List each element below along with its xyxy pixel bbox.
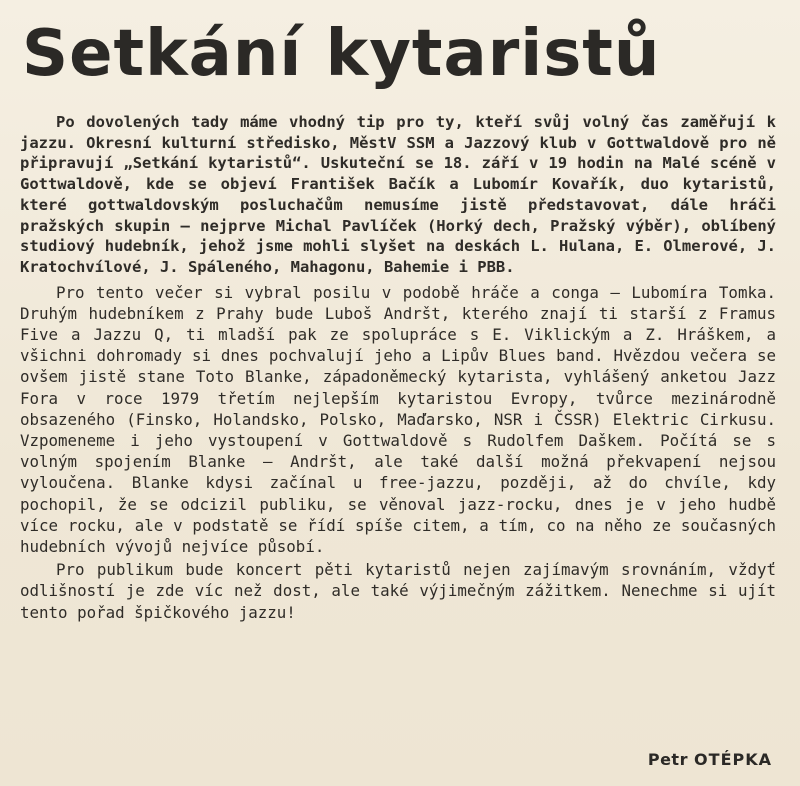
author-last-name: OTÉPKA: [694, 750, 772, 769]
author-signature: [648, 750, 772, 769]
paragraph-intro: Po dovolených tady máme vhodný tip pro ty, kteří svůj volný čas zaměřují k jazzu. Okresní kulturní středisko, MěstV SSM a Jazzový klub v Gottwaldově pro ně připravují „Setkání kytaristů“. Uskuteční se 18. září v 19 hodin na Malé scéně v Gottwaldově, kde se objeví František Bačík a Lubomír Kovařík, duo kytaristů, které gottwaldovským posluchačům nemusíme jistě představovat, dále hráči pražských skupin — nejprve Michal Pavlíček (Horký dech, Pražský výběr), oblíbený studiový hudebník, jehož jsme mohli slyšet na deskách L. Hulana, E. Olmerové, J. Kratochvílové, J. Spáleného, Mahagonu, Bahemie i PBB.: [20, 113, 776, 276]
paragraph-closing: Pro publikum bude koncert pěti kytaristů nejen zajímavým srovnáním, vždyť odlišností je zde víc než dost, ale také výjimečným zážitkem. Nenechme si ujít tento pořad špičkového jazzu!: [20, 560, 776, 622]
headline: Setkání kytaristů: [22, 17, 661, 91]
author-first-name: Petr: [647, 750, 688, 769]
article-body: [20, 112, 776, 623]
paragraph-musicians: Pro tento večer si vybral posilu v podobě hráče a conga — Lubomíra Tomka. Druhým hudebníkem z Prahy bude Luboš Andršt, kterého znají ti starší z Framus Five a Jazzu Q, ti mladší pak ze spolupráce s E. Viklickým a Z. Hráškem, a všichni dohromady si dnes pochvalují jeho a Lipův Blues band. Hvězdou večera se ovšem jistě stane Toto Blanke, západoněmecký kytarista, vyhlášený anketou Jazz Fora v roce 1979 třetím nejlepším kytaristou Evropy, tvůrce mezinárodně obsazeného (Finsko, Holandsko, Polsko, Maďarsko, NSR i ČSSR) Elektric Cirkusu. Vzpomeneme i jeho vystoupení v Gottwaldově s Rudolfem Daškem. Počítá se s volným spojením Blanke — Andršt, ale také další možná překvapení nejsou vyloučena. Blanke kdysi začínal u free-jazzu, později, až do chvíle, kdy pochopil, že se odcizil publiku, se věnoval jazz-rocku, dnes je v jeho hudbě více rocku, ale v podstatě se řídí spíše citem, a tím, co na něho ze současných hudebních vývojů nejvíce působí.: [20, 282, 776, 557]
